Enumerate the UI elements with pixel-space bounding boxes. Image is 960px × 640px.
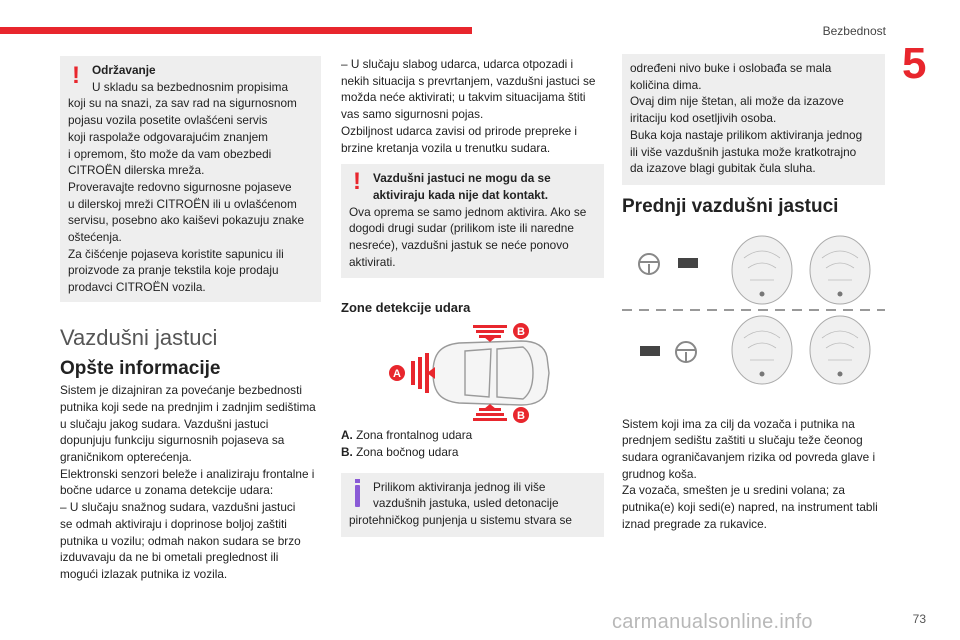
text-line: koji raspolaže odgovarajućim znanjem [68, 129, 268, 144]
text-line: putnika(e) koji sedi(e) napred, na instrument tabli [622, 500, 878, 515]
text-line: količina dima. [630, 77, 702, 92]
text-line: dopunjuju funkciju sigurnosnih pojaseva sa [60, 433, 285, 448]
column-1 [60, 56, 321, 583]
activation-warning-text [349, 204, 596, 271]
text-line: iritaciju kod osetljivih osoba. [630, 111, 777, 126]
impact-severity-text [341, 56, 604, 156]
text-line: možda neće aktivirati; u takvim situacijama štiti [341, 90, 586, 105]
text-line: Proveravajte redovno sigurnosne pojaseve [68, 179, 292, 194]
text-line: da izazove blagi gubitak čula sluha. [630, 161, 816, 176]
text-line: nekih situacija s prevrtanjem, vazdušni jastuci se [341, 73, 596, 88]
text-line: ili više vazdušnih jastuka može kratkotrajno [630, 144, 857, 159]
noise-info-text [630, 60, 877, 177]
warning-icon: ! [72, 62, 80, 89]
text-line: Ova oprema se samo jednom aktivira. Ako se [349, 204, 587, 219]
front-airbags-body [622, 416, 885, 533]
column-3 [622, 54, 885, 533]
driver-steering-wheel-icon [639, 254, 659, 274]
front-impact-arrows [411, 353, 435, 393]
watermark: carmanualsonline.info [612, 611, 813, 633]
zone-b-marker-top [513, 323, 529, 339]
text-line: i opremom, što može da vam obezbedi [68, 146, 272, 161]
text-line: graničnikom opterećenja. [60, 450, 192, 465]
zone-b-label-top: B [517, 326, 525, 339]
text-line: putnika koji sede na prednjim i zadnjim sedištima [60, 399, 316, 414]
text-line: Za vozača, smešten je u sredini volana; za [622, 483, 845, 498]
text-line: prednjem sedištu zaštiti u slučaju teže čeonog [622, 433, 863, 448]
info-icon [355, 485, 360, 507]
text-line: aktivirati. [349, 254, 396, 269]
text-line: vazdušnih jastuka, usled detonacije [373, 496, 559, 511]
text-line: u slučaju jakog sudara. Vazdušni jastuci [60, 416, 269, 431]
general-info-body [60, 382, 321, 582]
activation-warning-title [349, 170, 596, 203]
section-heading: Vazdušni jastuci [60, 324, 218, 350]
pyrotechnic-info-box [341, 473, 604, 537]
text-line: pojasu vozila posetite ovlašćeni servis [68, 113, 268, 128]
text-line: – U slučaju slabog udarca, udarca otpozadi i [341, 57, 574, 71]
warning-title: Održavanje [92, 63, 156, 77]
page-number: 73 [912, 612, 926, 626]
column-2 [341, 56, 604, 537]
text-line: izduvavaju da ne bi ometali preglednost ili [60, 550, 279, 565]
text-line: Vazdušni jastuci ne mogu da se [373, 171, 551, 186]
subheading-detection-zones: Zone detekcije udara [341, 300, 471, 316]
text-line: sudara ograničavanjem rizika od povreda glave i [622, 450, 876, 465]
text-line: nesreće), vazdušni jastuk se neće ponovo [349, 238, 569, 253]
text-line: putnika u vozilu; odmah nakon sudara se brzo [60, 533, 301, 548]
text-line: određeni nivo buke i oslobađa se mala [630, 61, 832, 75]
text-line: Sistem je dizajniran za povećanje bezbednosti [60, 383, 302, 398]
text-line: koji su na snazi, za sav rad na sigurnosnom [68, 96, 297, 111]
text-line: u dilerskoj mreži CITROËN ili u ovlašćenom [68, 196, 297, 211]
text-line: Buka koja nastaje prilikom aktiviranja jednog [630, 127, 863, 142]
text-line: Elektronski senzori beleže i analiziraju frontalne i [60, 466, 315, 481]
text-line: dogodi drugi sudar (prilikom iste ili naredne [349, 221, 574, 236]
noise-info-box [622, 54, 885, 185]
text-line: CITROËN dilerska mreža. [68, 163, 205, 178]
text-line: proizvode za pranje tekstila koje prodaju [68, 263, 279, 278]
text-line: Prilikom aktiviranja jednog ili više [373, 479, 546, 494]
side-impact-arrows-bottom [473, 404, 507, 421]
text-line: Za čišćenje pojaseva koristite sapunicu ili [68, 246, 284, 261]
text-line: pirotehničkog punjenja u sistemu stvara se [349, 512, 572, 527]
text-line: mogući izlazak putnika iz vozila. [60, 566, 228, 581]
dashboard-airbag-icon [640, 346, 660, 356]
text-line: – U slučaju snažnog sudara, vazdušni jastuci [60, 500, 296, 515]
maintenance-warning-text [68, 62, 315, 296]
zone-b-marker-bottom [513, 407, 529, 423]
text-line: prodavci CITROËN vozila. [68, 280, 206, 295]
side-impact-arrows-top [473, 325, 507, 342]
text-line: U skladu sa bezbednosnim propisima [92, 79, 289, 94]
text-line: aktiviraju kada nije dat kontakt. [373, 187, 549, 202]
text-line: servisu, posebno ako kaiševi pokazuju znake [68, 213, 305, 228]
zone-a-marker [389, 365, 405, 381]
text-line: iznad pregrade za rukavice. [622, 516, 767, 531]
warning-icon: ! [353, 168, 361, 196]
detection-zones-diagram [341, 323, 604, 423]
text-line: Sistem koji ima za cilj da vozača i putnika na [622, 416, 855, 431]
text-line: se odmah aktiviraju i doprinose boljoj zaštiti [60, 516, 287, 531]
dashboard-airbag-icon [678, 258, 698, 268]
activation-warning-box [341, 164, 604, 278]
text-line: Ozbiljnost udarca zavisi od prirode prepreke i [341, 123, 578, 138]
car-outline-icon [433, 341, 549, 405]
subheading-front-airbags: Prednji vazdušni jastuci [622, 195, 839, 217]
legend-item: B. Zona bočnog udara [341, 444, 459, 459]
subheading-general-info: Opšte informacije [60, 357, 221, 379]
text-line: oštećenja. [68, 230, 122, 245]
diagram-legend [341, 427, 604, 460]
text-line: bočne udarce u zonama detekcije udara: [60, 483, 274, 498]
passenger-steering-wheel-icon [676, 342, 696, 362]
section-title: Bezbednost [822, 24, 886, 38]
maintenance-warning-box [60, 56, 321, 302]
pyrotechnic-info-text [349, 479, 596, 529]
chapter-number: 5 [902, 39, 927, 88]
text-line: vas samo sigurnosni pojas. [341, 107, 484, 122]
header-red-bar [0, 27, 472, 34]
front-airbags-diagram [622, 228, 885, 404]
zone-b-label-bottom: B [517, 410, 525, 423]
text-line: grudnog koša. [622, 466, 697, 481]
text-line: Ovaj dim nije štetan, ali može da izazove [630, 94, 844, 109]
zone-a-label: A [393, 368, 401, 381]
legend-item: A. Zona frontalnog udara [341, 428, 473, 443]
text-line: brzine kretanja vozila u trenutku sudara. [341, 140, 551, 155]
